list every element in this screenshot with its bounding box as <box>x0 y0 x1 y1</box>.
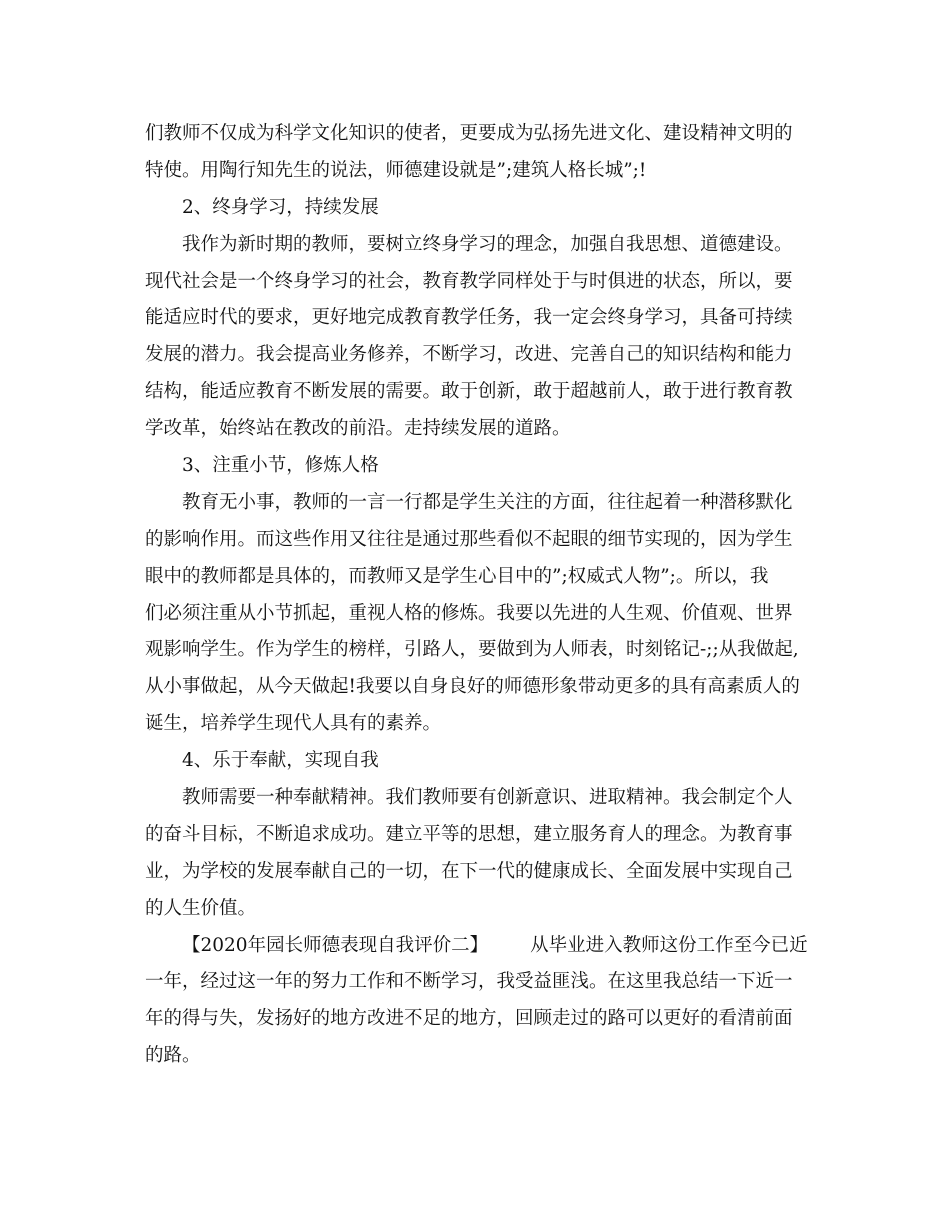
section-line: 一年，经过这一年的努力工作和不断学习，我受益匪浅。在这里我总结一下近一 <box>145 971 793 993</box>
section-first-line-text: 从毕业进入教师这份工作至今已近 <box>530 934 808 956</box>
text-line: 们教师不仅成为科学文化知识的使者，更要成为弘扬先进文化、建设精神文明的 <box>145 123 793 144</box>
text-line: 特使。用陶行知先生的说法，师德建设就是”;建筑人格长城”;! <box>145 159 647 181</box>
section-heading-line <box>145 928 817 965</box>
text-line: 教育无小事，教师的一言一行都是学生关注的方面，往往起着一种潜移默化 <box>182 491 793 513</box>
section-line: 年的得与失，发扬好的地方改进不足的地方，回顾走过的路可以更好的看清前面 <box>145 1008 793 1030</box>
text-line: 们必须注重从小节抓起，重视人格的修炼。我要以先进的人生观、价值观、世界 <box>145 602 793 624</box>
text-line: 我作为新时期的教师，要树立终身学习的理念，加强自我思想、道德建设。 <box>182 233 793 255</box>
text-line: 现代社会是一个终身学习的社会，教育教学同样处于与时俱进的状态，所以，要 <box>145 270 793 292</box>
text-line: 观影响学生。作为学生的榜样，引路人，要做到为人师表，时刻铭记-;;从我做起, <box>145 639 799 661</box>
body-lines <box>145 116 817 928</box>
text-line: 4、乐于奉献，实现自我 <box>182 750 379 772</box>
text-line: 学改革，始终站在教改的前沿。走持续发展的道路。 <box>145 418 571 440</box>
document-body <box>145 116 817 1075</box>
section-heading: 【2020年园长师德表现自我评价二】 <box>182 934 489 956</box>
text-line: 能适应时代的要求，更好地完成教育教学任务，我一定会终身学习，具备可持续 <box>145 307 793 329</box>
text-line: 结构，能适应教育不断发展的需要。敢于创新，敢于超越前人，敢于进行教育教 <box>145 381 793 403</box>
text-line: 3、注重小节，修炼人格 <box>182 455 379 477</box>
text-line: 2、终身学习，持续发展 <box>182 196 379 218</box>
section-line: 的路。 <box>145 1045 201 1067</box>
text-line: 的奋斗目标，不断追求成功。建立平等的思想，建立服务育人的理念。为教育事 <box>145 823 793 845</box>
text-line: 教师需要一种奉献精神。我们教师要有创新意识、进取精神。我会制定个人 <box>182 787 793 809</box>
text-line: 诞生，培养学生现代人具有的素养。 <box>145 713 442 735</box>
text-line: 的人生价值。 <box>145 897 257 919</box>
text-line: 业，为学校的发展奉献自己的一切，在下一代的健康成长、全面发展中实现自己 <box>145 860 793 882</box>
text-line: 的影响作用。而这些作用又往往是通过那些看似不起眼的细节实现的，因为学生 <box>145 528 793 550</box>
text-line: 发展的潜力。我会提高业务修养，不断学习，改进、完善自己的知识结构和能力 <box>145 344 793 366</box>
text-line: 从小事做起，从今天做起!我要以自身良好的师德形象带动更多的具有高素质人的 <box>145 676 800 698</box>
text-line: 眼中的教师都是具体的，而教师又是学生心目中的”;权威式人物”;。所以，我 <box>145 565 769 587</box>
